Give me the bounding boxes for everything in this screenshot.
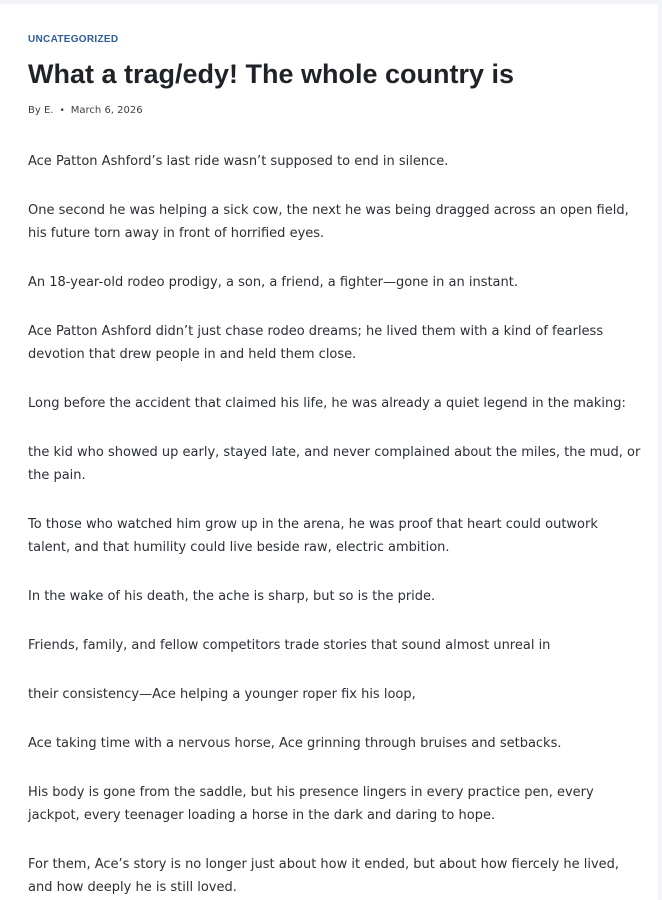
paragraph: An 18-year-old rodeo prodigy, a son, a friend, a fighter—gone in an instant. [28, 275, 518, 290]
meta-separator: • [59, 106, 65, 116]
paragraph: For them, Ace’s story is no longer just about how it ended, but about how fiercely he lived, and how deeply he is still loved. [28, 857, 620, 895]
paragraph: Friends, family, and fellow competitors trade stories that sound almost unreal in [28, 638, 551, 653]
author-byline[interactable]: By E. [28, 105, 54, 116]
paragraph: His body is gone from the saddle, but his presence lingers in every practice pen, every jackpot, every teenager loading a horse in the dark and daring to hope. [28, 785, 594, 823]
paragraph: Ace Patton Ashford’s last ride wasn’t supposed to end in silence. [28, 154, 449, 169]
post-meta [28, 105, 143, 116]
post-date: March 6, 2026 [70, 105, 143, 116]
paragraph: their consistency—Ace helping a younger roper fix his loop, [28, 687, 416, 702]
paragraph: One second he was helping a sick cow, the next he was being dragged across an open field, his future torn away in front of horrified eyes. [28, 203, 629, 241]
category-link[interactable]: UNCATEGORIZED [28, 34, 119, 45]
paragraph: To those who watched him grow up in the arena, he was proof that heart could outwork talent, and that humility could live beside raw, electric ambition. [28, 517, 598, 555]
post-body [28, 150, 643, 900]
paragraph: Long before the accident that claimed his life, he was already a quiet legend in the making: [28, 396, 626, 411]
page [0, 4, 658, 900]
post-title: What a trag/edy! The whole country is [28, 59, 515, 89]
paragraph: Ace taking time with a nervous horse, Ace grinning through bruises and setbacks. [28, 736, 562, 751]
paragraph: In the wake of his death, the ache is sharp, but so is the pride. [28, 589, 436, 604]
paragraph: the kid who showed up early, stayed late, and never complained about the miles, the mud, or the pain. [28, 445, 641, 483]
paragraph: Ace Patton Ashford didn’t just chase rodeo dreams; he lived them with a kind of fearless devotion that drew people in and held them close. [28, 324, 604, 362]
